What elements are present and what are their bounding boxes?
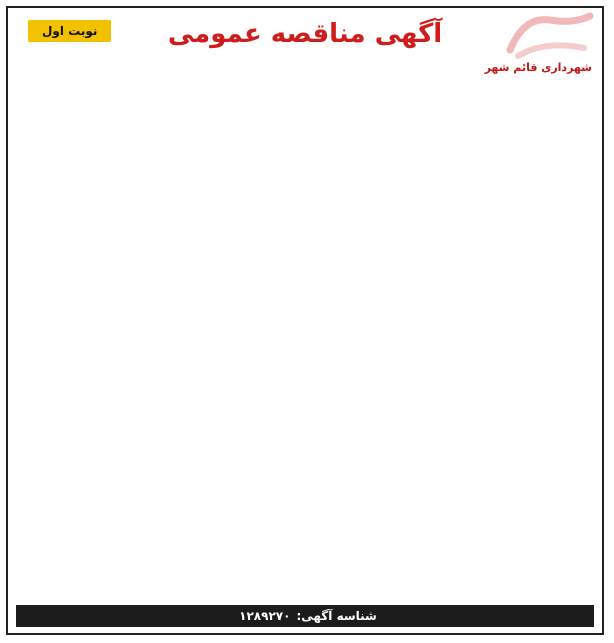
notice-frame [6,6,604,635]
notice-item [18,364,592,380]
notice-item [18,524,592,540]
notice-id-label: شناسه آگهی: [296,609,377,623]
notice-item [18,92,592,108]
notice-item [18,220,592,236]
notice-item [18,460,592,476]
notice-item [18,332,592,348]
notice-item [18,236,592,252]
notice-item [18,380,592,396]
issuer-name: شهرداری قائم شهر [484,61,592,74]
notice-item [18,124,592,140]
notice-id-bar [16,605,594,627]
notice-item [18,492,592,508]
notice-item [18,428,592,444]
notice-item [18,140,592,156]
notice-item [18,316,592,332]
notice-item [18,348,592,364]
notice-id-number: ۱۲۸۹۲۷۰ [239,609,291,623]
notice-item [18,540,592,556]
notice-header [8,8,602,60]
round-badge: نوبت اول [28,20,111,42]
notice-item [18,156,592,172]
notice-item [18,188,592,204]
notice-item [18,204,592,220]
notice-item [18,76,592,92]
notice-item [18,268,592,284]
notice-item [18,252,592,268]
notice-item [18,444,592,460]
notice-item [18,508,592,524]
notice-item [18,108,592,124]
notice-item [18,476,592,492]
notice-item [18,300,592,316]
notice-item [18,412,592,428]
notice-items [18,76,592,556]
notice-item [18,172,592,188]
notice-item [18,284,592,300]
notice-item [18,396,592,412]
notice-title: آگهی مناقصه عمومی [167,19,443,49]
intro-paragraph [18,60,592,76]
notice-body [8,60,602,556]
